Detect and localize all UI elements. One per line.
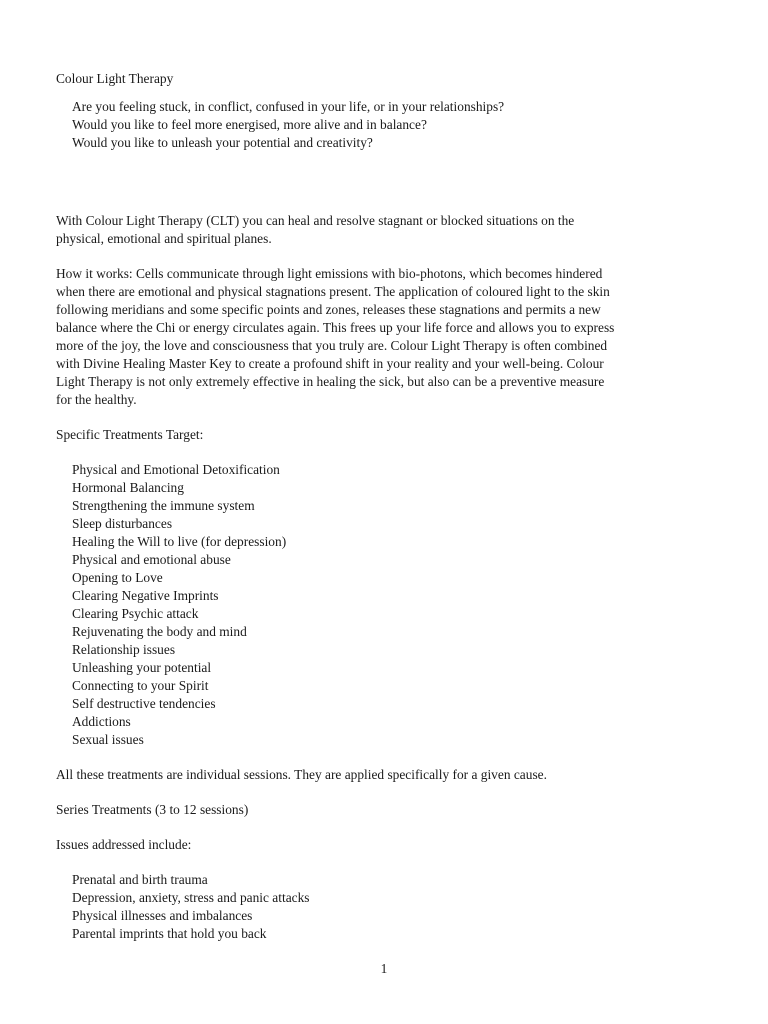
treatment-item: Healing the Will to live (for depression) [72, 534, 287, 549]
treatment-item: Strengthening the immune system [72, 498, 255, 513]
treatment-item: Hormonal Balancing [72, 480, 184, 495]
page-number: 1 [380, 961, 388, 976]
treatment-item: Physical and Emotional Detoxification [72, 462, 280, 477]
document-page [56, 70, 696, 943]
issues-list [56, 871, 696, 943]
paragraph-line: for the healthy. [56, 392, 137, 407]
treatment-item: Rejuvenating the body and mind [72, 624, 247, 639]
treatment-item: Relationship issues [72, 642, 176, 657]
issue-item: Depression, anxiety, stress and panic attacks [72, 890, 310, 905]
issue-item: Physical illnesses and imbalances [72, 908, 253, 923]
intro-question: Are you feeling stuck, in conflict, confused in your life, or in your relationships? [72, 99, 505, 114]
intro-questions [56, 98, 696, 152]
paragraph-line: physical, emotional and spiritual planes. [56, 231, 272, 246]
paragraph-line: Light Therapy is not only extremely effective in healing the sick, but also can be a preventive measure [56, 374, 605, 389]
treatment-item: Connecting to your Spirit [72, 678, 209, 693]
treatment-item: Unleashing your potential [72, 660, 212, 675]
issue-item: Prenatal and birth trauma [72, 872, 208, 887]
treatment-item: Clearing Psychic attack [72, 606, 199, 621]
intro-question: Would you like to unleash your potential and creativity? [72, 135, 373, 150]
treatment-item: Sleep disturbances [72, 516, 173, 531]
intro-paragraph [56, 212, 696, 248]
treatment-item: Addictions [72, 714, 131, 729]
paragraph-line: following meridians and some specific points and zones, releases these stagnations and permits a new [56, 302, 601, 317]
treatment-item: Physical and emotional abuse [72, 552, 231, 567]
treatment-item: Clearing Negative Imprints [72, 588, 219, 603]
how-it-works-paragraph [56, 265, 696, 409]
series-treatments-heading: Series Treatments (3 to 12 sessions) [56, 802, 249, 817]
individual-sessions-note: All these treatments are individual sessions. They are applied specifically for a given cause. [56, 767, 547, 782]
treatment-item: Opening to Love [72, 570, 163, 585]
paragraph-line: balance where the Chi or energy circulates again. This frees up your life force and allows you to express [56, 320, 615, 335]
paragraph-line: when there are emotional and physical stagnations present. The application of coloured light to the skin [56, 284, 610, 299]
paragraph-line: with Divine Healing Master Key to create a profound shift in your reality and your well-being. Colour [56, 356, 604, 371]
issues-heading: Issues addressed include: [56, 837, 192, 852]
treatment-item: Sexual issues [72, 732, 144, 747]
paragraph-line: With Colour Light Therapy (CLT) you can heal and resolve stagnant or blocked situations on the [56, 213, 575, 228]
specific-treatments-heading: Specific Treatments Target: [56, 427, 204, 442]
specific-treatments-list [56, 461, 696, 749]
issue-item: Parental imprints that hold you back [72, 926, 267, 941]
page-title: Colour Light Therapy [56, 71, 174, 86]
paragraph-line: more of the joy, the love and consciousness that you truly are. Colour Light Therapy is often combined [56, 338, 608, 353]
intro-question: Would you like to feel more energised, more alive and in balance? [72, 117, 427, 132]
paragraph-line: How it works: Cells communicate through light emissions with bio-photons, which becomes hindered [56, 266, 603, 281]
treatment-item: Self destructive tendencies [72, 696, 216, 711]
